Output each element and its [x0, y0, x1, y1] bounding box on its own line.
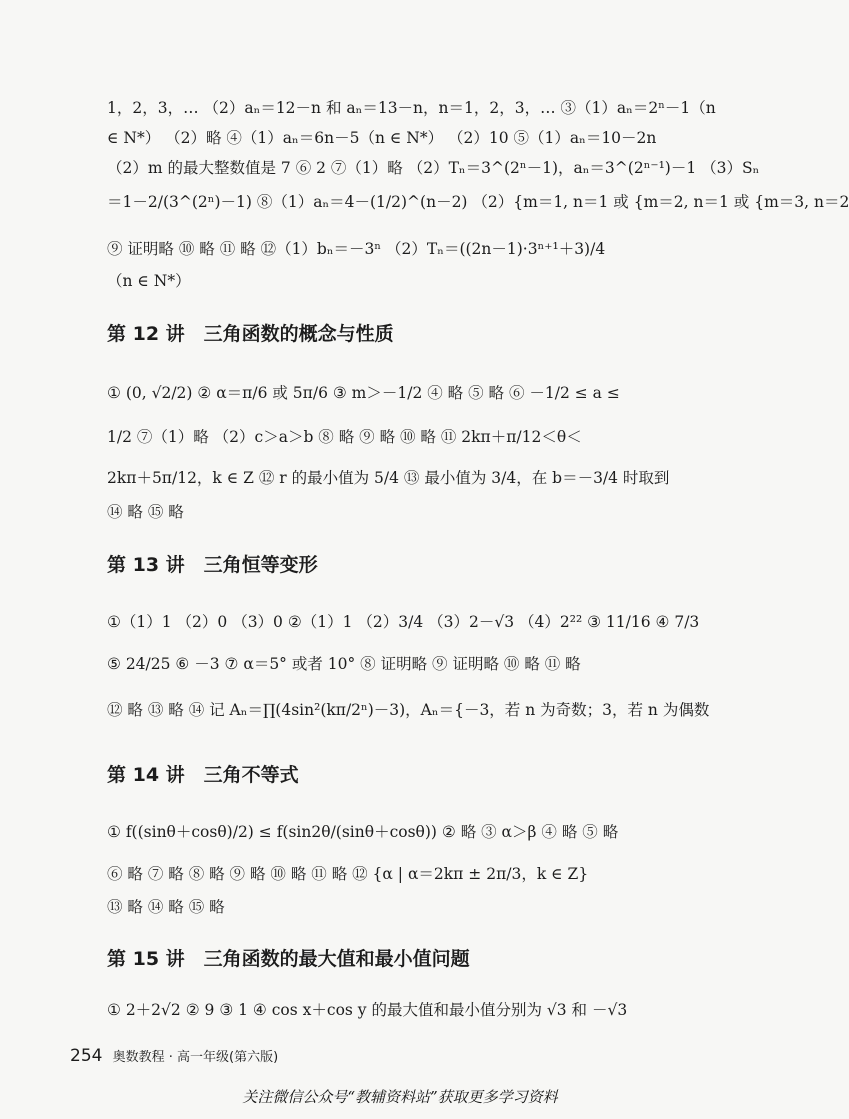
- answer-line: ① 2＋2√2 ② 9 ③ 1 ④ cos x＋cos y 的最大值和最小值分别为 √3 和 －√3: [107, 1001, 628, 1019]
- watermark: 关注微信公众号“教辅资料站”获取更多学习资料: [242, 1088, 558, 1106]
- answer-line: ⑭ 略 ⑮ 略: [107, 503, 184, 521]
- page-footer: [70, 1046, 278, 1066]
- answer-line: ∈ N*） （2）略 ④（1）aₙ＝6n－5（n ∈ N*） （2）10 ⑤（1）aₙ＝10－2n: [107, 129, 657, 147]
- section-title: 第 15 讲 三角函数的最大值和最小值问题: [107, 948, 470, 970]
- answer-line: （n ∈ N*）: [107, 272, 191, 290]
- answer-line: ① f((sinθ＋cosθ)/2) ≤ f(sin2θ/(sinθ＋cosθ)) ② 略 ③ α＞β ④ 略 ⑤ 略: [107, 823, 619, 841]
- answer-line: 1，2，3，… （2）aₙ＝12－n 和 aₙ＝13－n，n＝1，2，3，… ③（1）aₙ＝2ⁿ－1（n: [107, 99, 716, 117]
- answer-line: 2kπ＋5π/12，k ∈ Z ⑫ r 的最小值为 5/4 ⑬ 最小值为 3/4，在 b＝－3/4 时取到: [107, 469, 670, 487]
- answer-line: ⑨ 证明略 ⑩ 略 ⑪ 略 ⑫（1）bₙ＝－3ⁿ （2）Tₙ＝((2n－1)·3ⁿ⁺¹＋3)/4: [107, 240, 606, 258]
- answer-line: ＝1－2/(3^(2ⁿ)－1) ⑧（1）aₙ＝4－(1/2)^(n－2) （2）{m＝1, n＝1 或 {m＝2, n＝1 或 {m＝3, n＝2: [107, 193, 849, 211]
- book-title: 奥数教程 · 高一年级(第六版): [112, 1050, 279, 1065]
- section-title: 第 13 讲 三角恒等变形: [107, 554, 318, 576]
- answer-line: ① (0, √2/2) ② α＝π/6 或 5π/6 ③ m＞－1/2 ④ 略 ⑤ 略 ⑥ －1/2 ≤ a ≤: [107, 384, 620, 402]
- answer-line: ⑬ 略 ⑭ 略 ⑮ 略: [107, 898, 225, 916]
- answer-line: ①（1）1 （2）0 （3）0 ②（1）1 （2）3/4 （3）2－√3 （4）2²² ③ 11/16 ④ 7/3: [107, 613, 700, 631]
- answer-line: ⑫ 略 ⑬ 略 ⑭ 记 Aₙ＝∏(4sin²(kπ/2ⁿ)－3)，Aₙ＝{－3，若 n 为奇数；3，若 n 为偶数: [107, 701, 710, 719]
- section-title: 第 12 讲 三角函数的概念与性质: [107, 323, 394, 345]
- answer-line: 1/2 ⑦（1）略 （2）c＞a＞b ⑧ 略 ⑨ 略 ⑩ 略 ⑪ 2kπ＋π/12＜θ＜: [107, 428, 582, 446]
- answer-line: （2）m 的最大整数值是 7 ⑥ 2 ⑦（1）略 （2）Tₙ＝3^(2ⁿ－1)，aₙ＝3^(2ⁿ⁻¹)－1 （3）Sₙ: [107, 159, 760, 177]
- section-title: 第 14 讲 三角不等式: [107, 764, 299, 786]
- page-number: 254: [70, 1046, 103, 1066]
- answer-line: ⑥ 略 ⑦ 略 ⑧ 略 ⑨ 略 ⑩ 略 ⑪ 略 ⑫ {α | α＝2kπ ± 2π/3，k ∈ Z}: [107, 865, 589, 883]
- answer-line: ⑤ 24/25 ⑥ －3 ⑦ α＝5° 或者 10° ⑧ 证明略 ⑨ 证明略 ⑩ 略 ⑪ 略: [107, 655, 581, 673]
